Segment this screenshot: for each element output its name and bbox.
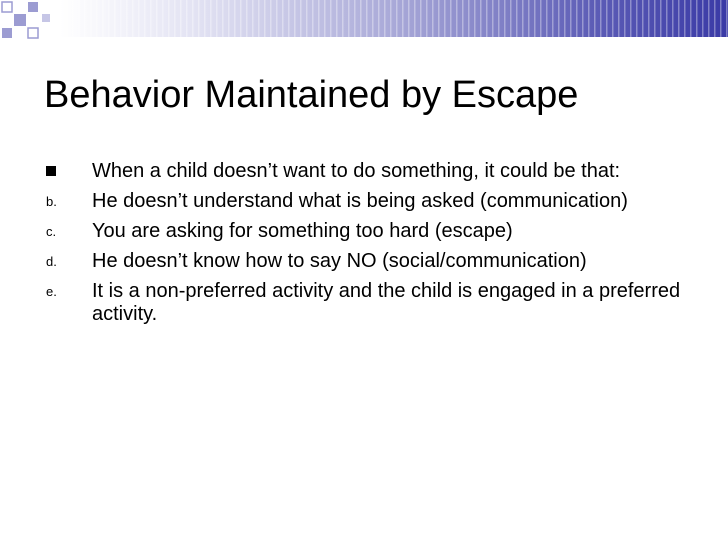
band-stripe — [630, 0, 632, 37]
band-stripe — [288, 0, 290, 37]
band-stripe — [342, 0, 344, 37]
corner-squares-icon — [0, 0, 60, 46]
band-stripe — [624, 0, 626, 37]
band-stripe — [354, 0, 356, 37]
band-stripe — [234, 0, 236, 37]
band-stripe — [594, 0, 596, 37]
band-stripe — [432, 0, 434, 37]
band-stripe — [456, 0, 458, 37]
band-stripe — [114, 0, 116, 37]
band-stripe — [444, 0, 446, 37]
band-stripe — [378, 0, 380, 37]
band-stripe — [264, 0, 266, 37]
bullet-marker: c. — [46, 224, 57, 239]
band-stripe — [696, 0, 698, 37]
band-stripe — [672, 0, 674, 37]
band-stripe — [174, 0, 176, 37]
band-stripe — [402, 0, 404, 37]
band-stripe — [360, 0, 362, 37]
band-stripe — [150, 0, 152, 37]
band-stripe — [102, 0, 104, 37]
band-stripe — [312, 0, 314, 37]
band-stripe — [612, 0, 614, 37]
band-stripe — [306, 0, 308, 37]
band-stripe — [132, 0, 134, 37]
band-stripe — [390, 0, 392, 37]
band-stripe — [690, 0, 692, 37]
band-stripe — [726, 0, 728, 37]
band-stripe — [450, 0, 452, 37]
band-stripe — [552, 0, 554, 37]
band-stripe — [66, 0, 68, 37]
bullet-item — [46, 250, 696, 273]
band-stripe — [366, 0, 368, 37]
band-stripe — [318, 0, 320, 37]
band-stripe — [180, 0, 182, 37]
band-stripe — [348, 0, 350, 37]
band-stripe — [204, 0, 206, 37]
band-stripe — [720, 0, 722, 37]
bullet-item — [46, 280, 696, 326]
band-stripe — [384, 0, 386, 37]
band-stripe — [642, 0, 644, 37]
bullet-text: You are asking for something too hard (escape) — [92, 220, 513, 242]
band-stripe — [582, 0, 584, 37]
band-stripe — [486, 0, 488, 37]
bullet-item — [46, 160, 696, 183]
band-stripe — [636, 0, 638, 37]
band-stripe — [108, 0, 110, 37]
band-stripe — [192, 0, 194, 37]
band-stripe — [414, 0, 416, 37]
band-stripe — [90, 0, 92, 37]
bullet-item — [46, 220, 696, 243]
band-stripe — [270, 0, 272, 37]
band-stripe — [330, 0, 332, 37]
band-stripe — [504, 0, 506, 37]
band-stripe — [708, 0, 710, 37]
bullet-text: When a child doesn’t want to do something, it could be that: — [92, 160, 621, 182]
slide-title: Behavior Maintained by Escape — [44, 74, 579, 116]
band-stripe — [480, 0, 482, 37]
band-stripe — [78, 0, 80, 37]
band-stripe — [294, 0, 296, 37]
band-stripe — [702, 0, 704, 37]
band-stripe — [126, 0, 128, 37]
band-stripe — [492, 0, 494, 37]
band-stripe — [684, 0, 686, 37]
band-stripe — [168, 0, 170, 37]
band-stripe — [498, 0, 500, 37]
band-stripe — [216, 0, 218, 37]
band-stripe — [372, 0, 374, 37]
band-stripe — [558, 0, 560, 37]
band-stripe — [72, 0, 74, 37]
bullet-text: He doesn’t know how to say NO (social/communication) — [92, 250, 587, 272]
band-stripe — [618, 0, 620, 37]
band-stripe — [540, 0, 542, 37]
band-stripe — [660, 0, 662, 37]
band-stripe — [528, 0, 530, 37]
band-stripe — [96, 0, 98, 37]
bullet-marker: d. — [46, 254, 57, 269]
band-stripe — [648, 0, 650, 37]
band-stripe — [534, 0, 536, 37]
bullet-list — [46, 160, 696, 333]
band-stripe — [138, 0, 140, 37]
band-stripe — [546, 0, 548, 37]
band-stripe — [588, 0, 590, 37]
band-stripe — [714, 0, 716, 37]
band-stripe — [666, 0, 668, 37]
bullet-text: He doesn’t understand what is being asked (communication) — [92, 190, 628, 212]
band-stripe — [408, 0, 410, 37]
band-stripe — [324, 0, 326, 37]
bullet-text: It is a non-preferred activity and the child is engaged in a preferred activity. — [92, 280, 681, 325]
band-stripe — [186, 0, 188, 37]
bullet-marker: e. — [46, 284, 57, 299]
band-stripe — [396, 0, 398, 37]
band-stripe — [162, 0, 164, 37]
band-stripes — [60, 0, 728, 37]
band-stripe — [258, 0, 260, 37]
band-stripe — [144, 0, 146, 37]
band-stripe — [198, 0, 200, 37]
bullet-item — [46, 190, 696, 213]
bullet-marker: b. — [46, 194, 57, 209]
band-stripe — [276, 0, 278, 37]
band-stripe — [576, 0, 578, 37]
band-stripe — [300, 0, 302, 37]
band-stripe — [210, 0, 212, 37]
band-stripe — [522, 0, 524, 37]
band-stripe — [516, 0, 518, 37]
band-stripe — [222, 0, 224, 37]
band-stripe — [564, 0, 566, 37]
band-stripe — [240, 0, 242, 37]
top-decorative-band — [60, 0, 728, 37]
band-stripe — [426, 0, 428, 37]
band-stripe — [246, 0, 248, 37]
band-stripe — [510, 0, 512, 37]
band-stripe — [228, 0, 230, 37]
band-stripe — [282, 0, 284, 37]
band-stripe — [468, 0, 470, 37]
band-stripe — [438, 0, 440, 37]
band-stripe — [420, 0, 422, 37]
band-stripe — [600, 0, 602, 37]
band-stripe — [678, 0, 680, 37]
band-stripe — [336, 0, 338, 37]
band-stripe — [654, 0, 656, 37]
band-stripe — [156, 0, 158, 37]
band-stripe — [252, 0, 254, 37]
band-stripe — [474, 0, 476, 37]
band-stripe — [462, 0, 464, 37]
band-stripe — [120, 0, 122, 37]
band-stripe — [570, 0, 572, 37]
band-stripe — [84, 0, 86, 37]
band-stripe — [606, 0, 608, 37]
